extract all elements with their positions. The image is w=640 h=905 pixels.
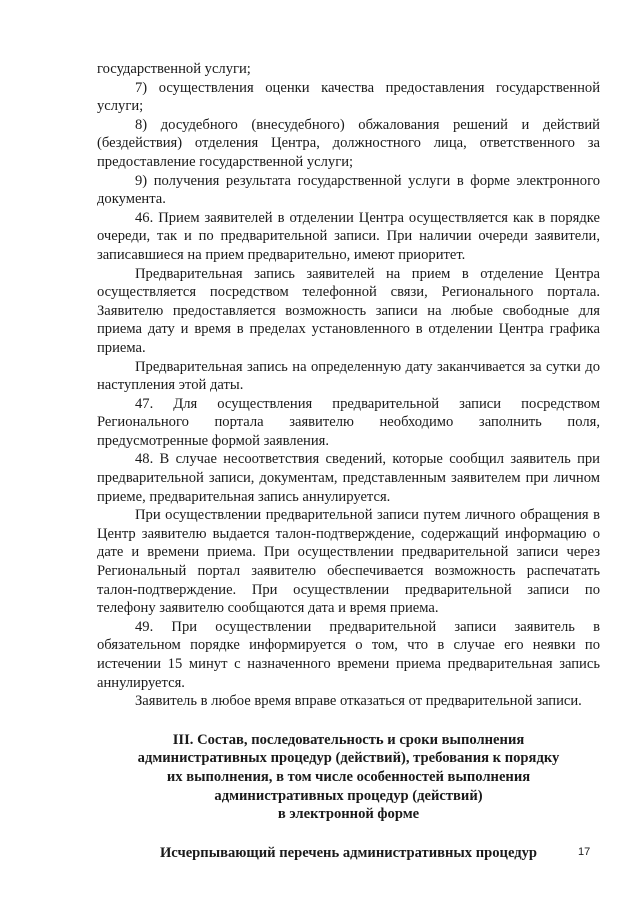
- section-title-line: в электронной форме: [277, 806, 420, 823]
- paragraph: 9) получения результата государственной услуги в форме электронного документа.: [97, 172, 600, 208]
- section-title: [97, 731, 600, 824]
- paragraph: 46. Прием заявителей в отделении Центра осуществляется как в порядке очереди, так и по предварительной записи. При наличии очереди заявители, записавшиеся на прием предварительно, имеют приоритет.: [97, 209, 600, 263]
- paragraph: Заявитель в любое время вправе отказаться от предварительной записи.: [135, 693, 582, 710]
- paragraph: 48. В случае несоответствия сведений, которые сообщил заявитель при предварительной записи, документам, представленным заявителем при личном приеме, предварительная запись аннулируется.: [97, 451, 600, 505]
- paragraph: Предварительная запись на определенную дату заканчивается за сутки до наступления этой даты.: [97, 358, 600, 394]
- section-title-line: III. Состав, последовательность и сроки выполнения: [172, 731, 525, 748]
- document-body: [97, 60, 600, 862]
- section-title-line: административных процедур (действий): [214, 787, 483, 804]
- paragraph: 49. При осуществлении предварительной записи заявитель в обязательном порядке информируется о том, что в случае его неявки по истечении 15 минут с назначенного времени приема предварительная запись аннулируется.: [97, 618, 600, 691]
- paragraph: Предварительная запись заявителей на прием в отделение Центра осуществляется посредством телефонной связи, Регионального портала. Заявителю предоставляется возможность записи на любые свободные для приема дату и время в пределах установленного в отделении Центра графика приема.: [97, 265, 600, 356]
- section-title-line: их выполнения, в том числе особенностей выполнения: [166, 768, 531, 785]
- paragraph: государственной услуги;: [97, 61, 251, 77]
- page-number: 17: [578, 846, 591, 858]
- paragraph: 8) досудебного (внесудебного) обжалования решений и действий (бездействия) отделения Центра, должностного лица, ответственного за предоставление государственной услуги;: [97, 116, 600, 170]
- paragraph: 47. Для осуществления предварительной записи посредством Регионального портала заявителю необходимо заполнить поля, предусмотренные формой заявления.: [97, 395, 600, 449]
- section-title-line: административных процедур (действий), требования к порядку: [137, 750, 560, 767]
- paragraph: 7) осуществления оценки качества предоставления государственной услуги;: [97, 79, 600, 115]
- paragraph: При осуществлении предварительной записи путем личного обращения в Центр заявителю выдается талон-подтверждение, содержащий информацию о дате и времени приема. При осуществлении предварительной записи через Региональный портал заявителю обеспечивается возможность распечатать талон-подтверждение. При осуществлении предварительной записи по телефону заявителю сообщаются дата и время приема.: [97, 507, 600, 617]
- subsection-title: Исчерпывающий перечень административных процедур: [159, 844, 538, 861]
